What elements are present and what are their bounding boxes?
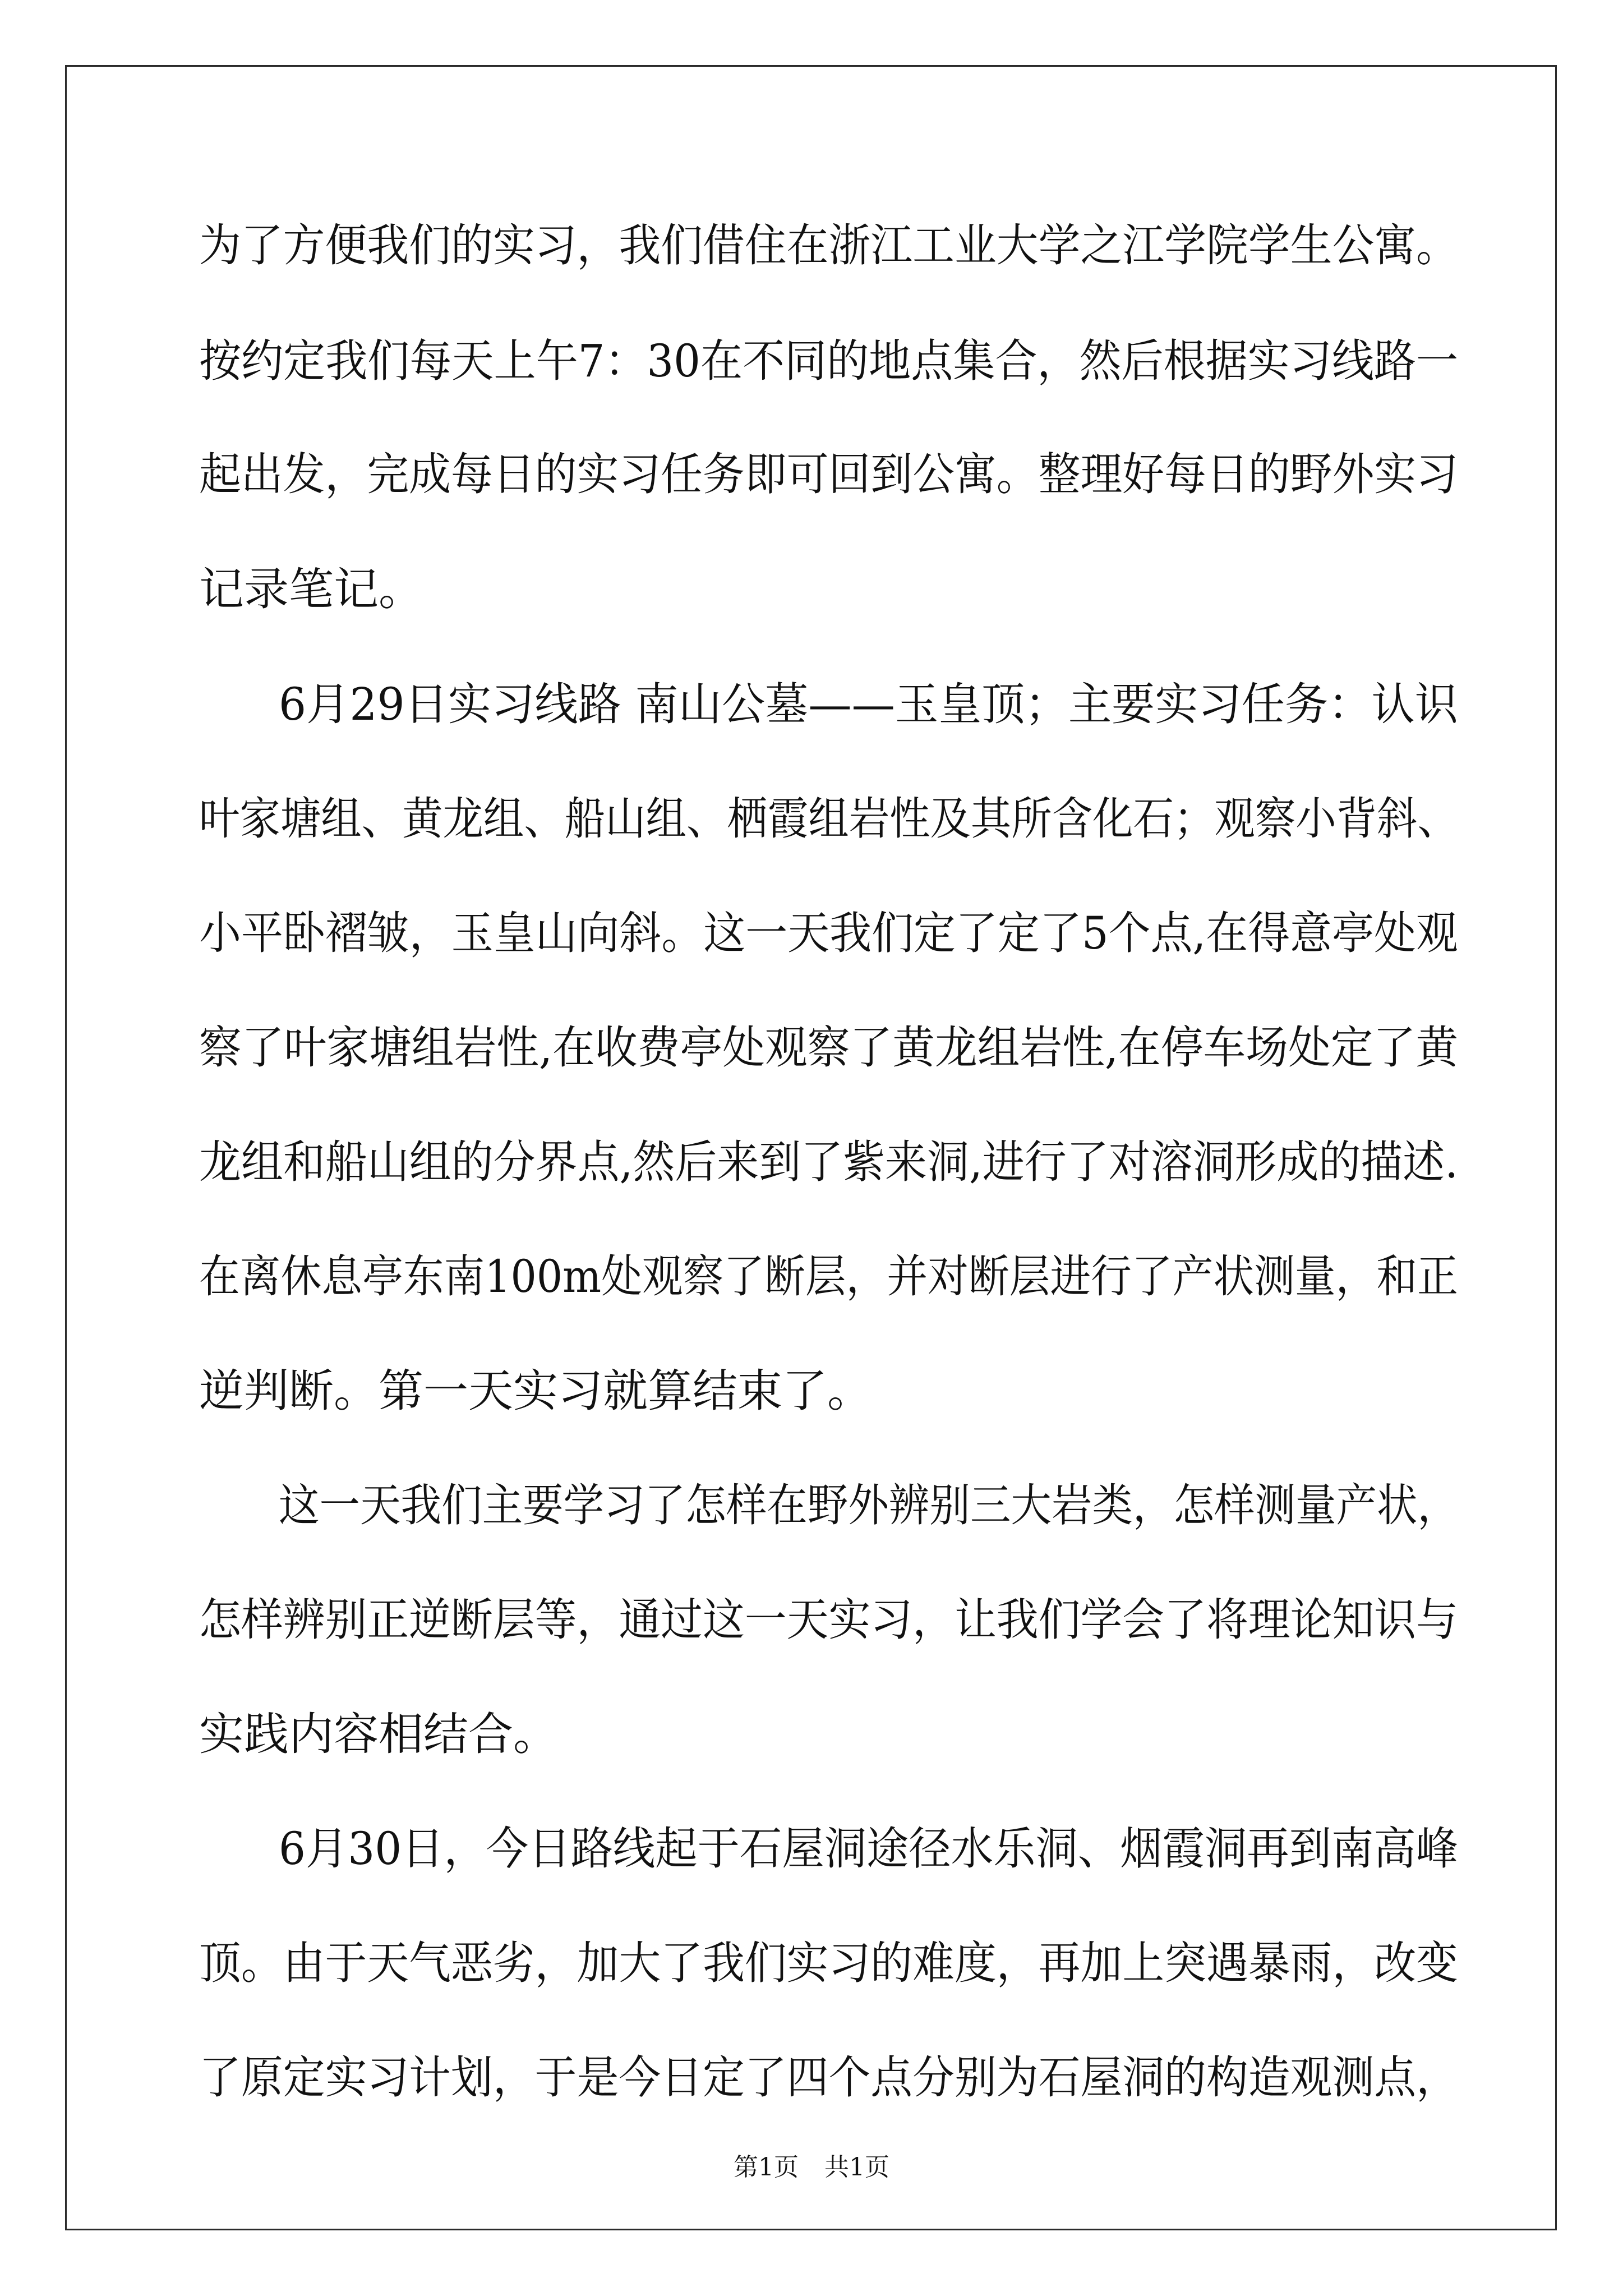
page-number: 第1页 [734,2153,799,2182]
page-footer [0,2151,1623,2184]
page-total: 共1页 [824,2153,889,2182]
